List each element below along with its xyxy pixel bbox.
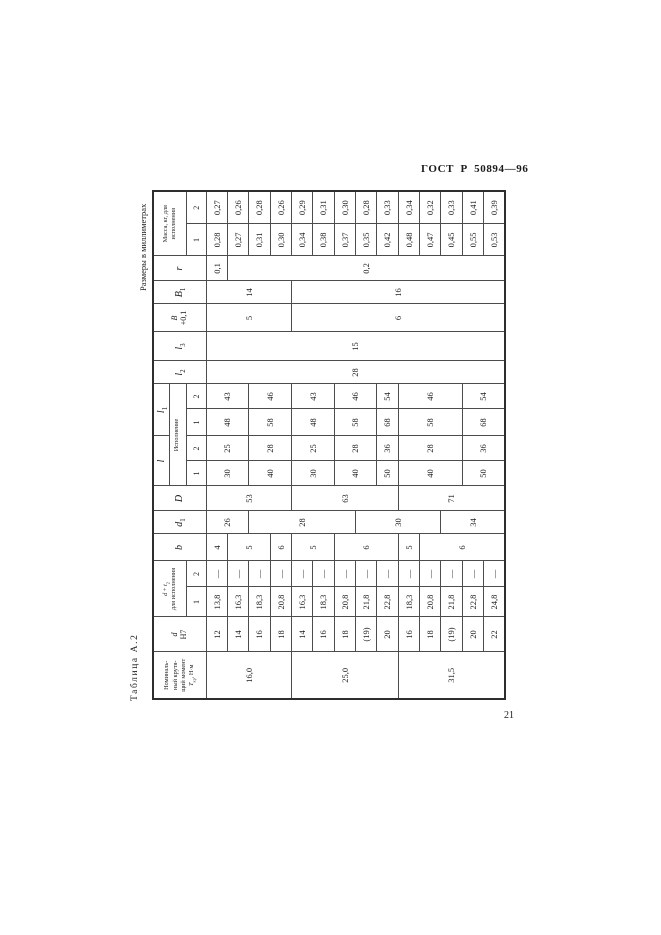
table-cell: 16,3 [227, 587, 248, 617]
table-cell: 0,26 [227, 191, 248, 224]
table-cell: 0,42 [377, 224, 398, 256]
rotated-table-container [152, 188, 506, 700]
table-cell: 18 [270, 617, 291, 652]
table-cell: 25 [291, 436, 334, 461]
column-header: d Н7 [153, 617, 206, 652]
table-cell: — [355, 561, 376, 587]
table-cell: 48 [206, 409, 249, 436]
table-cell: 0,28 [206, 224, 227, 256]
table-cell: 20 [462, 617, 483, 652]
table-cell: 5 [227, 534, 270, 561]
table-cell: 18,3 [313, 587, 334, 617]
table-caption: Таблица А.2 [130, 633, 140, 701]
table-cell: — [334, 561, 355, 587]
table-cell: 21,8 [441, 587, 462, 617]
table-cell: 18,3 [249, 587, 270, 617]
table-cell: 0,37 [334, 224, 355, 256]
table-cell: 26 [206, 511, 249, 534]
column-header: $l_2$ [153, 361, 206, 384]
table-cell: — [291, 561, 312, 587]
table-cell: — [398, 561, 419, 587]
table-cell: 14 [291, 617, 312, 652]
table-cell: 54 [377, 384, 398, 409]
table-cell: 22,8 [377, 587, 398, 617]
table-cell: 20,8 [270, 587, 291, 617]
table-cell: 13,8 [206, 587, 227, 617]
table-cell: 0,34 [291, 224, 312, 256]
column-header: 2 [186, 561, 206, 587]
column-header: $l_3$ [153, 332, 206, 361]
table-cell: 28 [249, 511, 356, 534]
column-header: l [153, 436, 169, 486]
table-cell: 31,5 [398, 652, 505, 699]
dimensions-table [152, 190, 506, 700]
table-cell: 6 [419, 534, 505, 561]
table-cell: 5 [291, 534, 334, 561]
table-cell: 36 [462, 436, 505, 461]
column-header: Номиналь- ный крутя- щий момент $Т_{кр}$, Н·м [153, 652, 206, 699]
table-cell: 5 [206, 304, 291, 332]
table-cell: 12 [206, 617, 227, 652]
table-cell: 58 [249, 409, 292, 436]
standard-number-header: ГОСТ Р 50894—96 [421, 163, 529, 175]
table-cell: 24,8 [483, 587, 505, 617]
table-cell: 43 [291, 384, 334, 409]
table-cell: — [462, 561, 483, 587]
column-header: 2 [186, 191, 206, 224]
table-cell: 0,28 [249, 191, 270, 224]
table-cell: 0,45 [441, 224, 462, 256]
column-header: 2 [186, 436, 206, 461]
table-cell: 0,27 [227, 224, 248, 256]
table-cell: 0,27 [206, 191, 227, 224]
table-cell: — [270, 561, 291, 587]
table-cell: 20,8 [419, 587, 440, 617]
table-cell: 0,33 [441, 191, 462, 224]
column-header: $B_1$ [153, 281, 206, 304]
table-cell: 46 [398, 384, 462, 409]
table-cell: 53 [206, 486, 291, 511]
table-cell: 40 [398, 461, 462, 486]
table-cell: 48 [291, 409, 334, 436]
table-cell: 30 [291, 461, 334, 486]
column-header: 1 [186, 461, 206, 486]
table-cell: 18 [334, 617, 355, 652]
column-header: Исполнение [169, 384, 186, 486]
units-note: Размеры в миллиметрах [138, 203, 148, 291]
table-cell: 0,30 [270, 224, 291, 256]
table-cell: 14 [227, 617, 248, 652]
table-cell: 18,3 [398, 587, 419, 617]
column-header: $d_1$ [153, 511, 206, 534]
table-cell: 6 [334, 534, 398, 561]
table-cell: 30 [355, 511, 440, 534]
table-cell: 14 [206, 281, 291, 304]
table-cell: 6 [291, 304, 505, 332]
table-cell: — [419, 561, 440, 587]
table-cell: 0,32 [419, 191, 440, 224]
table-cell: 0,28 [355, 191, 376, 224]
table-cell: 0,29 [291, 191, 312, 224]
column-header: $l_1$ [153, 384, 169, 436]
table-cell: 43 [206, 384, 249, 409]
table-cell: (19) [441, 617, 462, 652]
table-cell: 0,53 [483, 224, 505, 256]
column-header: $d + t_2$ для исполнения [153, 561, 186, 617]
table-cell: 0,47 [419, 224, 440, 256]
table-cell: 25,0 [291, 652, 398, 699]
table-cell: 22,8 [462, 587, 483, 617]
table-cell: 0,31 [313, 191, 334, 224]
column-header: r [153, 256, 206, 281]
table-cell: 16,0 [206, 652, 291, 699]
table-cell: 50 [377, 461, 398, 486]
table-cell: 0,1 [206, 256, 227, 281]
table-cell: 0,33 [377, 191, 398, 224]
table-cell: 68 [462, 409, 505, 436]
table-cell: 46 [334, 384, 377, 409]
table-cell: — [249, 561, 270, 587]
column-header: B +0,1 [153, 304, 206, 332]
rotated-table-inner [152, 188, 506, 700]
table-cell: 28 [334, 436, 377, 461]
table-cell: — [441, 561, 462, 587]
column-header: D [153, 486, 206, 511]
table-cell: 22 [483, 617, 505, 652]
column-header: 1 [186, 587, 206, 617]
table-cell: 58 [334, 409, 377, 436]
table-cell: 46 [249, 384, 292, 409]
table-cell: 0,31 [249, 224, 270, 256]
table-cell: — [227, 561, 248, 587]
table-cell: 25 [206, 436, 249, 461]
table-cell: 5 [398, 534, 419, 561]
table-cell: 0,35 [355, 224, 376, 256]
table-cell: 20,8 [334, 587, 355, 617]
table-cell: (19) [355, 617, 376, 652]
table-cell: 16 [398, 617, 419, 652]
table-cell: 21,8 [355, 587, 376, 617]
table-cell: 40 [249, 461, 292, 486]
table-cell: 0,30 [334, 191, 355, 224]
table-cell: — [377, 561, 398, 587]
table-cell: 28 [206, 361, 505, 384]
table-cell: 40 [334, 461, 377, 486]
table-cell: 34 [441, 511, 505, 534]
table-cell: 0,55 [462, 224, 483, 256]
table-cell: 0,38 [313, 224, 334, 256]
table-cell: 0,2 [227, 256, 505, 281]
table-cell: 16,3 [291, 587, 312, 617]
table-cell: 0,48 [398, 224, 419, 256]
table-cell: 6 [270, 534, 291, 561]
table-cell: 0,34 [398, 191, 419, 224]
table-cell: 20 [377, 617, 398, 652]
page-number: 21 [504, 710, 514, 721]
table-cell: 16 [249, 617, 270, 652]
table-cell: 28 [249, 436, 292, 461]
table-cell: 68 [377, 409, 398, 436]
column-header: b [153, 534, 206, 561]
table-cell: 15 [206, 332, 505, 361]
table-cell: 58 [398, 409, 462, 436]
table-cell: 0,26 [270, 191, 291, 224]
table-cell: 50 [462, 461, 505, 486]
table-cell: 36 [377, 436, 398, 461]
table-cell: 54 [462, 384, 505, 409]
table-cell: 71 [398, 486, 505, 511]
table-cell: 0,39 [483, 191, 505, 224]
column-header: 2 [186, 384, 206, 409]
table-cell: 16 [313, 617, 334, 652]
table-cell: 63 [291, 486, 398, 511]
table-cell: — [313, 561, 334, 587]
column-header: 1 [186, 409, 206, 436]
table-cell: 28 [398, 436, 462, 461]
table-cell: 16 [291, 281, 505, 304]
table-cell: — [206, 561, 227, 587]
table-cell: — [483, 561, 505, 587]
table-cell: 4 [206, 534, 227, 561]
column-header: Масса, кг, для исполнения [153, 191, 186, 256]
table-cell: 0,41 [462, 191, 483, 224]
table-cell: 18 [419, 617, 440, 652]
table-cell: 30 [206, 461, 249, 486]
column-header: 1 [186, 224, 206, 256]
